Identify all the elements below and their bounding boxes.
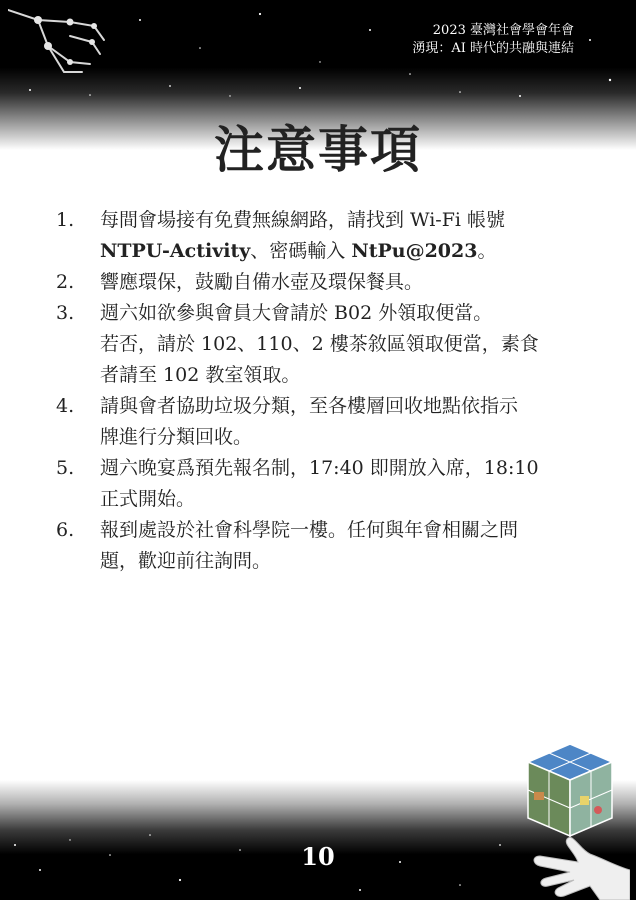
item-text [100, 205, 586, 267]
item-line [100, 236, 586, 267]
item-line: 牌進行分類回收。 [100, 426, 253, 448]
robot-hand-icon [8, 0, 118, 78]
wifi-password: NtPu@2023 [351, 240, 478, 262]
list-item [56, 391, 586, 453]
item-text [100, 298, 586, 391]
wifi-ssid: NTPU-Activity [100, 240, 251, 262]
notes-list [56, 205, 586, 577]
item-line: 者請至 102 教室領取。 [100, 364, 301, 386]
item-text [100, 267, 586, 298]
item-text [100, 515, 586, 577]
item-line: 週六如欲參與會員大會請於 B02 外領取便當。 [100, 302, 493, 324]
list-item [56, 453, 586, 515]
item-text-fragment: 、密碼輸入 [250, 240, 352, 262]
conference-header [412, 22, 574, 58]
item-line: 請與會者協助垃圾分類，至各樓層回收地點依指示 [100, 395, 519, 417]
item-line: 週六晚宴爲預先報名制，17:40 即開放入席，18:10 [100, 457, 539, 479]
page-number: 10 [301, 842, 335, 871]
item-text-fragment: 。 [477, 240, 497, 262]
list-item [56, 515, 586, 577]
picture-cube-icon [520, 740, 620, 840]
item-number: 5. [56, 457, 75, 479]
item-line: 每間會場接有免費無線網路，請找到 Wi-Fi 帳號 [100, 209, 506, 231]
conference-theme: 湧現：AI 時代的共融與連結 [412, 41, 574, 56]
item-line: 報到處設於社會科學院一樓。任何與年會相關之問 [100, 519, 519, 541]
item-line: 題，歡迎前往詢問。 [100, 550, 272, 572]
item-number: 1. [56, 209, 75, 231]
item-number: 6. [56, 519, 75, 541]
item-number: 4. [56, 395, 75, 417]
page-title: 注意事項 [214, 120, 422, 179]
item-text [100, 453, 586, 515]
conference-name: 2023 臺灣社會學會年會 [432, 23, 574, 38]
list-item [56, 267, 586, 298]
item-line: 響應環保，鼓勵自備水壺及環保餐具。 [100, 271, 424, 293]
item-number: 3. [56, 302, 75, 324]
item-text [100, 391, 586, 453]
item-line: 正式開始。 [100, 488, 196, 510]
list-item [56, 298, 586, 391]
list-item [56, 205, 586, 267]
item-line: 若否，請於 102、110、2 樓茶敘區領取便當，素食 [100, 333, 539, 355]
item-number: 2. [56, 271, 75, 293]
